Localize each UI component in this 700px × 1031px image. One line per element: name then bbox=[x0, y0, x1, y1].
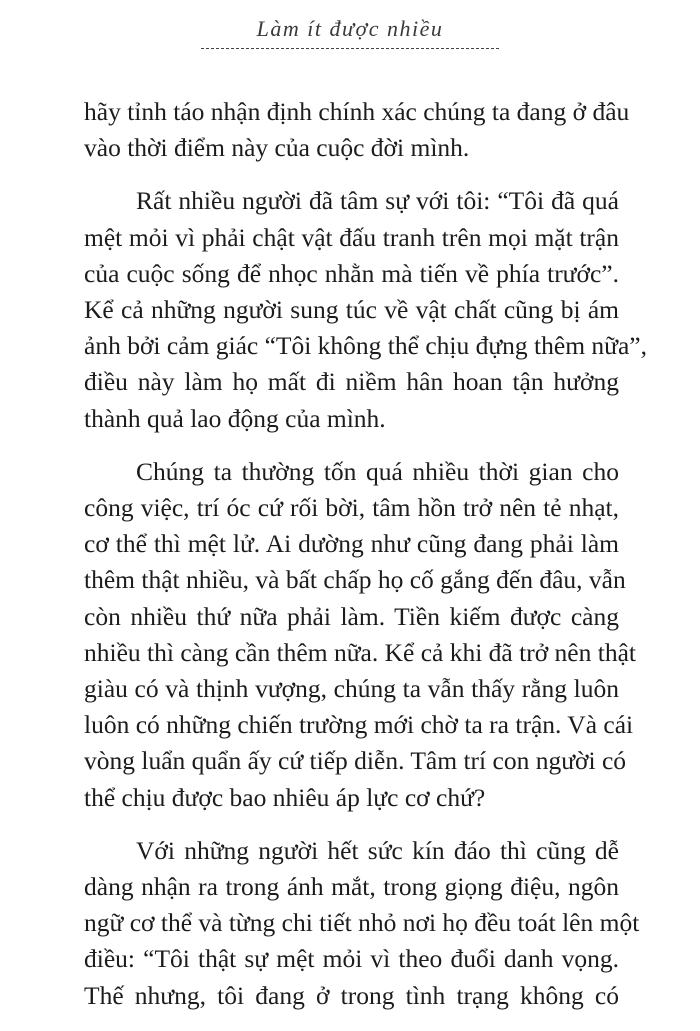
running-header: Làm ít được nhiều bbox=[256, 16, 444, 41]
header-dashed-rule bbox=[201, 48, 499, 49]
text-line: Kể cả những người sung túc về vật chất cũng bị ám bbox=[84, 295, 619, 325]
text-line: điều: “Tôi thật sự mệt mỏi vì theo đuổi danh vọng. bbox=[84, 944, 619, 974]
page-body bbox=[84, 94, 648, 1031]
text-line: của cuộc sống để nhọc nhằn mà tiến về phía trước”. bbox=[84, 258, 619, 288]
text-line: thể chịu được bao nhiêu áp lực cơ chứ? bbox=[84, 782, 486, 812]
text-line: mệt mỏi vì phải chật vật đấu tranh trên mọi mặt trận bbox=[84, 222, 619, 252]
text-line: cơ thể thì mệt lử. Ai dường như cũng đang phải làm bbox=[84, 529, 619, 559]
text-line: điều này làm họ mất đi niềm hân hoan tận hưởng bbox=[84, 367, 619, 397]
paragraph-3 bbox=[84, 454, 636, 816]
text-line: vào thời điểm này của cuộc đời mình. bbox=[84, 133, 470, 163]
text-line: Chúng ta thường tốn quá nhiều thời gian cho bbox=[136, 456, 619, 486]
text-line: luôn có những chiến trường mới chờ ta ra trận. Và cái bbox=[84, 710, 634, 740]
text-line: còn nhiều thứ nữa phải làm. Tiền kiếm được càng bbox=[84, 601, 619, 631]
text-line: thêm thật nhiều, và bất chấp họ cố gắng đến đâu, vẫn bbox=[84, 565, 626, 595]
text-line: thành quả lao động của mình. bbox=[84, 403, 386, 433]
text-line: công việc, trí óc cứ rối bời, tâm hồn trở nên tẻ nhạt, bbox=[84, 493, 619, 523]
text-line: hãy tỉnh táo nhận định chính xác chúng ta đang ở đâu bbox=[84, 97, 630, 126]
text-line: giàu có và thịnh vượng, chúng ta vẫn thấy rằng luôn bbox=[84, 674, 619, 704]
text-line: Với những người hết sức kín đáo thì cũng dễ bbox=[136, 835, 619, 865]
text-line: nhiều thì càng cần thêm nữa. Kể cả khi đã trở nên thật bbox=[84, 637, 636, 667]
paragraph-2 bbox=[84, 183, 648, 436]
text-line: dàng nhận ra trong ánh mắt, trong giọng điệu, ngôn bbox=[84, 872, 619, 902]
text-line: ngữ cơ thể và từng chi tiết nhỏ nơi họ đều toát lên một bbox=[84, 908, 640, 938]
paragraph-4 bbox=[84, 833, 640, 1014]
text-line: Rất nhiều người đã tâm sự với tôi: “Tôi đã quá bbox=[136, 186, 619, 216]
paragraph-1 bbox=[84, 94, 630, 166]
text-line: vòng luẩn quẩn ấy cứ tiếp diễn. Tâm trí con người có bbox=[84, 746, 627, 776]
text-line: ảnh bởi cảm giác “Tôi không thể chịu đựng thêm nữa”, bbox=[84, 331, 648, 361]
text-line: Thế nhưng, tôi đang ở trong tình trạng không có bbox=[84, 980, 619, 1010]
